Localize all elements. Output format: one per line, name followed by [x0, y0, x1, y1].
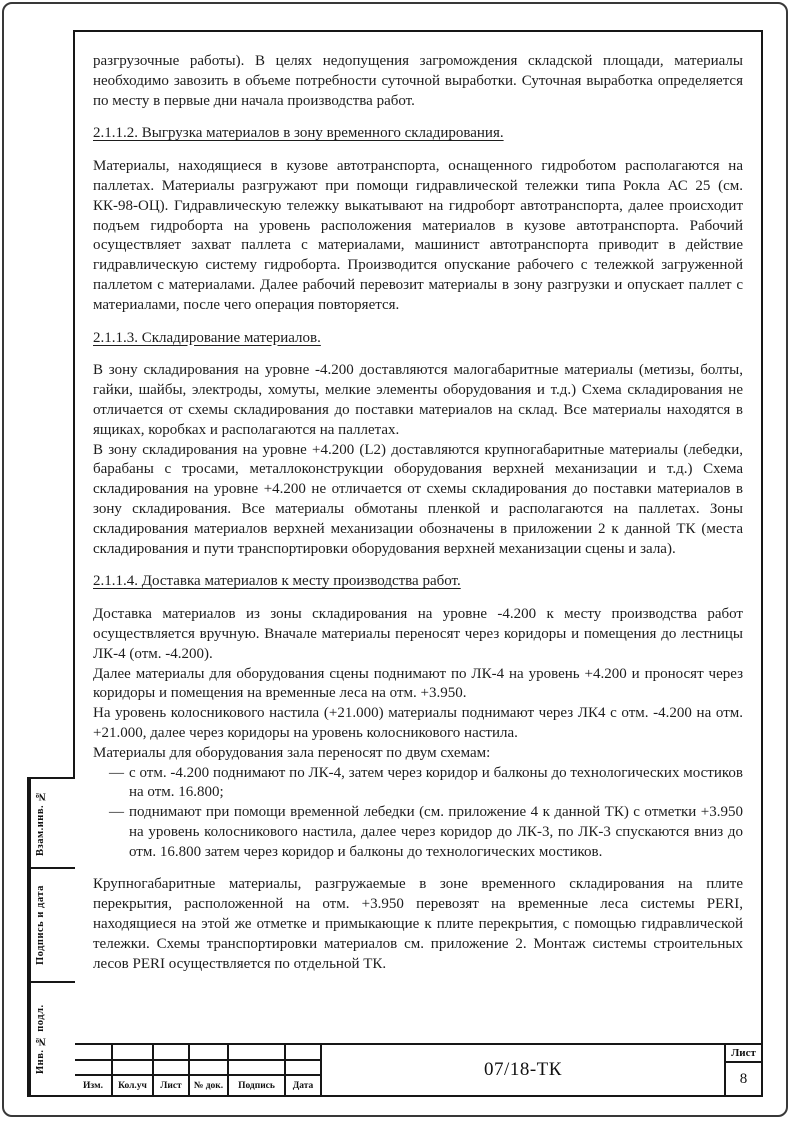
revision-empty-cell — [154, 1061, 190, 1076]
sidebar-label-vzam-inv: Взам.инв. № — [29, 779, 50, 867]
stamp-sidebar — [27, 777, 73, 1097]
document-code: 07/18-ТК — [484, 1059, 562, 1080]
sidebar-cell-inv-podl — [27, 981, 75, 1097]
dash-marker: — — [109, 764, 124, 781]
sheet-number: 8 — [739, 1070, 748, 1087]
revision-empty-cell — [229, 1061, 286, 1076]
sidebar-label-podpis-data: Подпись и дата — [29, 869, 50, 981]
list-item-text: с отм. -4.200 поднимают по ЛК-4, затем через коридор и балконы до технологических мостиков на отм. 16.800; — [129, 764, 743, 801]
paragraph-delivery-manual: Доставка материалов из зоны складирования на уровне -4.200 к месту производства работ осуществляется вручную. Вначале материалы переносят через коридоры и помещения до лестницы ЛК-4 (отм. -4.200). — [93, 606, 743, 662]
paragraph-unloading: Материалы, находящиеся в кузове автотранспорта, оснащенного гидроботом располагаются на паллетах. Материалы разгружают при помощи гидравлической тележки типа Рокла АС 25 (см. КК-98-ОЦ). Гидравлическую тележку выкатывают на гидроборт автотранспорта, далее происходит подъем гидроборта на уровень расположения материалов в кузове автотранспорта. Рабочий осуществляет захват паллета с материалами, машинист автотранспорта приводит в действие гидравлическую систему гидроборта. Производится опускание рабочего с тележкой загруженной паллетом с материалами. Далее рабочий перевозит материалы в зону разгрузки и опускает паллет с материалами, после чего операция повторяется. — [93, 158, 743, 313]
column-header-izm: Изм. — [75, 1076, 113, 1095]
paragraph-delivery-grid-deck: На уровень колосникового настила (+21.000) материалы поднимают через ЛК4 с отм. -4.200 на отм. +21.000, далее через коридоры на уровень колосникового настила. — [93, 705, 743, 741]
dash-marker: — — [109, 804, 124, 821]
sidebar-empty-field — [50, 983, 75, 1095]
revision-empty-cell — [75, 1045, 113, 1061]
section-heading-storage: 2.1.1.3. Складирование материалов. — [93, 329, 321, 346]
paragraph-delivery-stage: Далее материалы для оборудования сцены поднимают по ЛК-4 на уровень +4.200 и проносят через коридоры и помещения на временные леса на отм. +3.950. — [93, 665, 743, 702]
column-header-dok: № док. — [190, 1076, 229, 1095]
list-item-scheme-1 — [93, 764, 743, 804]
revision-table — [75, 1045, 322, 1095]
sidebar-cell-vzam-inv — [27, 777, 75, 869]
section-heading-unloading: 2.1.1.2. Выгрузка материалов в зону временного складирования. — [93, 125, 504, 142]
sidebar-empty-field — [50, 779, 75, 867]
revision-empty-cell — [190, 1045, 229, 1061]
revision-empty-cell — [154, 1045, 190, 1061]
revision-empty-cell — [113, 1061, 154, 1076]
revision-empty-cell — [190, 1061, 229, 1076]
document-body — [93, 52, 743, 974]
paragraph-large-materials: Крупногабаритные материалы, разгружаемые в зоне временного складирования на плите перекрытия, расположенной на отм. +3.950 перевозят на временные леса системы PERI, находящиеся на этой же отметке и примыкающие к плите перекрытия, с помощью гидравлической тележки. Схемы транспортировки материалов см. приложение 2. Монтаж системы строительных лесов PERI осуществляется по отдельной ТК. — [93, 876, 743, 972]
revision-empty-cell — [286, 1045, 320, 1061]
column-header-data: Дата — [292, 1080, 314, 1091]
column-header-koluch: Кол.уч — [113, 1076, 154, 1095]
revision-empty-cell — [113, 1045, 154, 1061]
paragraph-hall-schemes-intro: Материалы для оборудования зала переносят по двум схемам: — [93, 744, 491, 761]
sidebar-empty-field — [50, 869, 75, 981]
sidebar-label-inv-podl: Инв. № подл. — [29, 983, 50, 1095]
sheet-label: Лист — [726, 1045, 761, 1063]
paragraph-storage-upper-level: В зону складирования на уровне +4.200 (L2) доставляются крупногабаритные материалы (лебедки, барабаны с тросами, металлоконструкции оборудования верхней механизации и т.д.) Схема складирования на уровне +4.200 не отличается от схемы складирования до поставки материалов в зону складирования. Все материалы обмотаны пленкой и располагаются на паллетах. Зоны складирования материалов верхней механизации обозначены в приложении 2 к данной ТК (места складирования и пути транспортировки оборудования верхней механизации сцены и зала). — [93, 441, 743, 557]
column-header-podpis: Подпись — [229, 1076, 286, 1095]
title-block — [75, 1043, 761, 1095]
revision-empty-cell — [229, 1045, 286, 1061]
sheet-box — [724, 1045, 761, 1095]
sidebar-cell-podpis-data — [27, 867, 75, 983]
column-header-list: Лист — [154, 1076, 190, 1095]
revision-empty-cell — [75, 1061, 113, 1076]
paragraph-delivery-intro: разгрузочные работы). В целях недопущения загромождения складской площади, материалы необходимо завозить в объеме потребности суточной выработки. Суточная выработка определяется по месту в первые дни начала производства работ. — [93, 53, 743, 109]
list-item-text: поднимают при помощи временной лебедки (см. приложение 4 к данной ТК) с отметки +3.950 на уровень колосникового настила, далее через коридор до ЛК-3, по ЛК-3 спускаются вниз до отм. 16.800 затем через коридор и балконы до технологических мостиков. — [129, 804, 743, 860]
section-heading-delivery-to-work: 2.1.1.4. Доставка материалов к месту производства работ. — [93, 573, 461, 590]
list-item-scheme-2 — [93, 803, 743, 862]
paragraph-storage-low-level: В зону складирования на уровне -4.200 доставляются малогабаритные материалы (метизы, болты, гайки, шайбы, электроды, хомуты, мелкие элементы оборудования и т.д.) Схема складирования не отличается от схемы складирования до поставки материалов на склад. Все материалы находятся в ящиках, коробках и располагаются на паллетах. — [93, 362, 743, 438]
revision-empty-cell — [286, 1061, 320, 1076]
